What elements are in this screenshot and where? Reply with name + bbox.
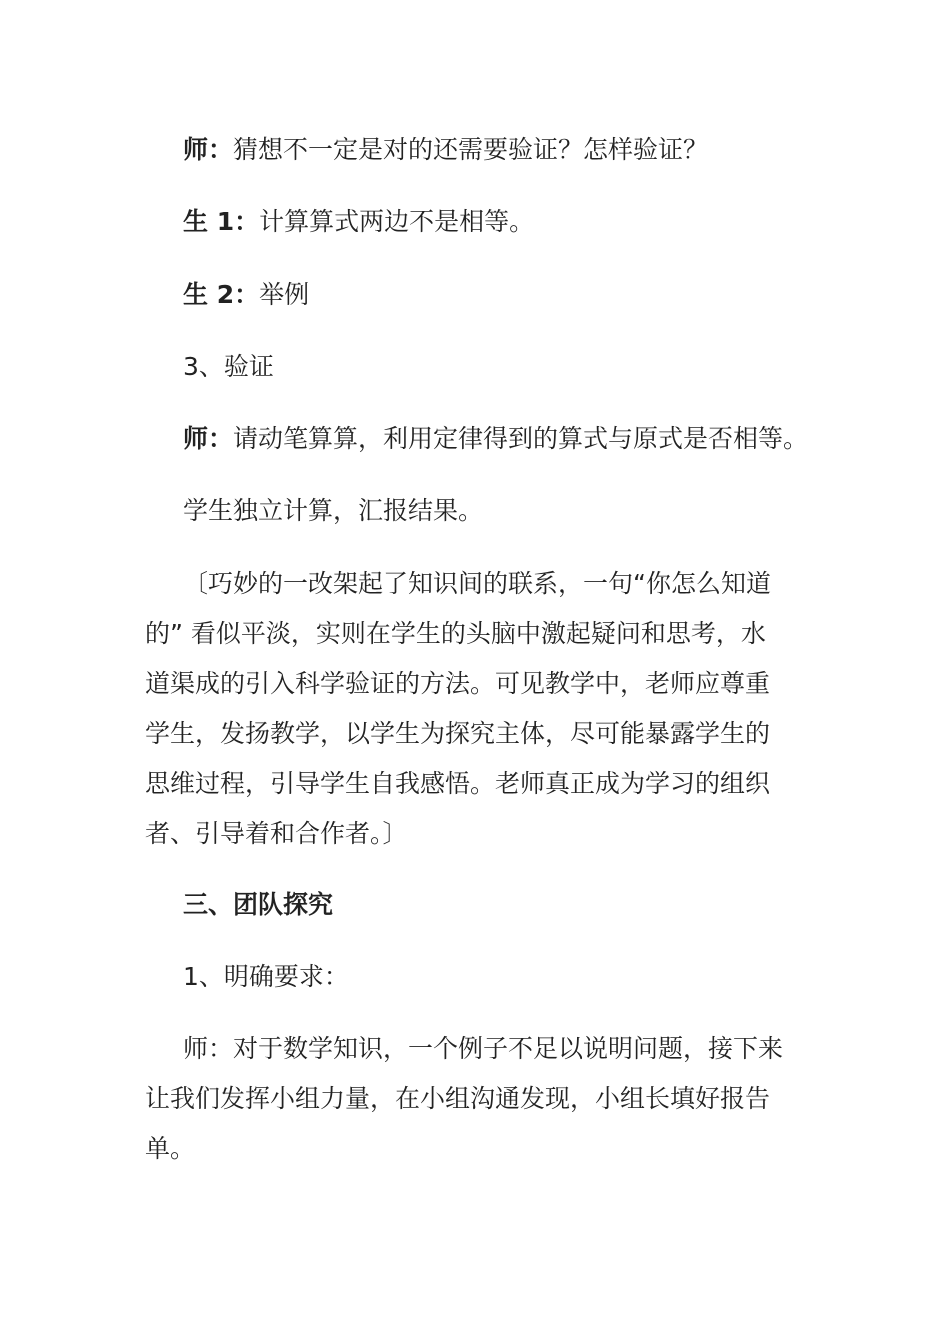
dialogue-line-teacher-1 bbox=[183, 135, 708, 165]
closing-paragraph bbox=[145, 1024, 810, 1174]
activity-text: 学生独立计算，汇报结果。 bbox=[183, 496, 484, 525]
dialogue-text: 请动笔算算，利用定律得到的算式与原式是否相等。 bbox=[233, 424, 809, 453]
subheading-requirements: 1、明确要求： bbox=[183, 962, 349, 991]
commentary-line: 者、引导着和合作者。〕 bbox=[145, 819, 408, 848]
commentary-line: 〔巧妙的一改架起了知识间的联系，一句“你怎么知道 bbox=[183, 569, 771, 598]
paragraph-line: 单。 bbox=[145, 1134, 196, 1163]
commentary-line: 的” 看似平淡，实则在学生的头脑中激起疑问和思考，水 bbox=[145, 619, 766, 648]
commentary-line: 道渠成的引入科学验证的方法。可见教学中，老师应尊重 bbox=[145, 669, 771, 698]
paragraph-line: 让我们发挥小组力量，在小组沟通发现，小组长填好报告 bbox=[145, 1084, 771, 1113]
student-activity-line bbox=[183, 496, 483, 526]
teaching-commentary bbox=[145, 559, 810, 859]
commentary-line: 思维过程，引导学生自我感悟。老师真正成为学习的组织 bbox=[145, 769, 771, 798]
dialogue-text: 举例 bbox=[259, 280, 310, 309]
dialogue-line-teacher-2 bbox=[183, 424, 808, 454]
speaker-label: 生 1： bbox=[183, 207, 260, 236]
speaker-label: 生 2： bbox=[183, 280, 260, 309]
step-heading-verify bbox=[183, 352, 274, 382]
dialogue-text: 计算算式两边不是相等。 bbox=[259, 207, 535, 236]
paragraph-line: 师：对于数学知识，一个例子不足以说明问题，接下来 bbox=[183, 1034, 784, 1063]
section-heading: 三、团队探究 bbox=[183, 890, 334, 919]
step-text: 3、验证 bbox=[183, 352, 274, 381]
speaker-label: 师： bbox=[183, 135, 234, 164]
dialogue-line-student-1 bbox=[183, 207, 534, 237]
dialogue-line-student-2 bbox=[183, 280, 309, 310]
speaker-label: 师： bbox=[183, 424, 234, 453]
dialogue-text: 猜想不一定是对的还需要验证？怎样验证？ bbox=[233, 135, 709, 164]
commentary-line: 学生，发扬教学，以学生为探究主体，尽可能暴露学生的 bbox=[145, 719, 771, 748]
